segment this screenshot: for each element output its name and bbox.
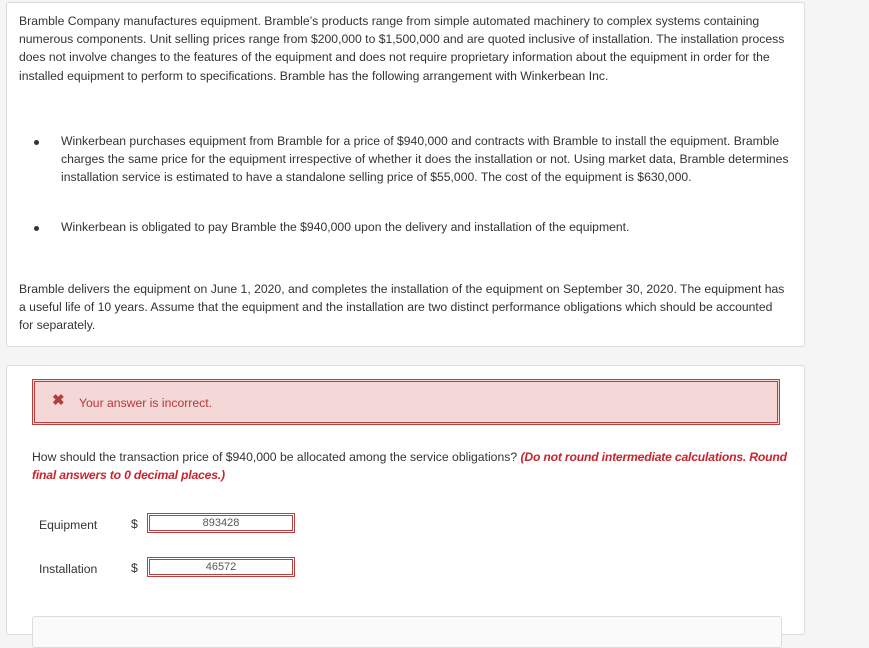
bullet-item: Winkerbean purchases equipment from Bramble for a price of $940,000 and contracts with Bramble to install the equipment. Bramble charges the same price for the equipment irrespective of whether it does the installation or not. Using market data, Bramble determines installation service is estimated to have a standalone selling price of $55,000. The cost of the equipment is $630,000. [61,134,789,185]
close-x-icon: ✖ [52,392,65,409]
question-text: How should the transaction price of $940,000 be allocated among the service obligations? [32,450,521,464]
answer-card [6,365,805,635]
next-section [32,616,782,648]
problem-delivery: Bramble delivers the equipment on June 1, 2020, and completes the installation of the equipment on September 30, 2020. The equipment has a useful life of 10 years. Assume that the equipment and the installation are two distinct performance obligations which should be accounted for separately. [19,282,785,333]
currency-symbol: $ [131,561,138,575]
currency-symbol: $ [131,517,138,531]
question-prompt [32,448,792,484]
installation-label: Installation [39,562,98,576]
problem-intro: Bramble Company manufactures equipment. Bramble’s products range from simple automated machinery to complex systems containing numerous components. Unit selling prices range from $200,000 to $1,500,000 and are quoted inclusive of installation. The installation process does not involve changes to the features of the equipment and does not require proprietary information about the equipment in order for the installed equipment to perform to specifications. Bramble has the following arrangement with Winkerbean Inc. [19,14,785,83]
bullet-item: Winkerbean is obligated to pay Bramble the $940,000 upon the delivery and installation of the equipment. [61,220,630,234]
feedback-message: Your answer is incorrect. [79,396,212,410]
bullet-dot [34,140,39,145]
feedback-banner [32,379,780,425]
equipment-label: Equipment [39,518,98,532]
equipment-input[interactable] [147,513,295,533]
question-instruction: (Do not round intermediate calculations. Round final answers to 0 decimal places.) [32,450,787,483]
bullet-dot [34,226,39,231]
installation-input[interactable] [147,557,295,577]
problem-card [6,2,805,347]
